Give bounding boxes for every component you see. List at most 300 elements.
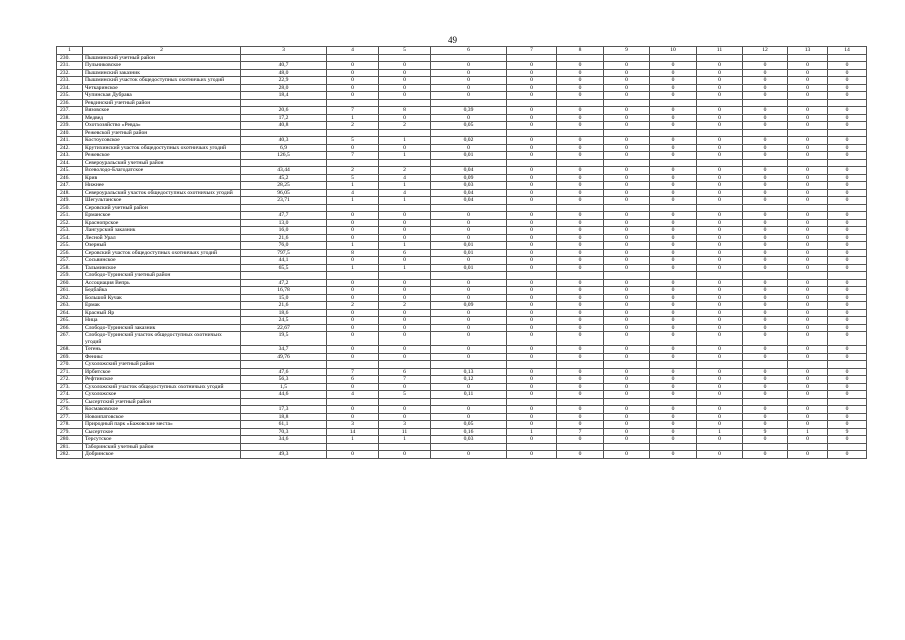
value-cell [788,129,828,137]
value-cell [788,398,828,406]
value-cell: 0 [828,107,867,115]
name-cell: Феникс [83,353,241,361]
value-cell: 76,0 [241,242,327,250]
value-cell: 0 [431,406,507,414]
value-cell: 0 [327,346,379,354]
table-row [57,249,867,257]
value-cell [828,272,867,280]
value-cell: 0 [379,287,431,295]
value-cell: 0 [557,152,604,160]
row-number-cell: 272. [57,376,83,384]
value-cell [828,54,867,62]
value-cell: 0 [788,234,828,242]
value-cell [327,159,379,167]
value-cell [650,272,697,280]
value-cell: 0 [650,107,697,115]
value-cell: 0 [507,332,557,346]
value-cell: 0 [507,84,557,92]
value-cell: 0 [431,413,507,421]
row-number-cell: 248. [57,189,83,197]
value-cell: 0 [507,383,557,391]
column-header: 2 [83,47,241,55]
name-cell: Североуральский учетный район [83,159,241,167]
value-cell [507,272,557,280]
value-cell: 0 [327,353,379,361]
name-cell: Природный парк «Бажовские места» [83,421,241,429]
table-row [57,234,867,242]
table-row [57,383,867,391]
value-cell [650,54,697,62]
value-cell [431,204,507,212]
value-cell: 0 [788,107,828,115]
value-cell: 49,76 [241,353,327,361]
value-cell: 0 [431,234,507,242]
value-cell: 0 [604,428,650,436]
value-cell: 0 [697,182,743,190]
value-cell: 0 [604,144,650,152]
value-cell: 0 [604,227,650,235]
value-cell: 0 [557,413,604,421]
value-cell: 0 [379,92,431,100]
value-cell: 1 [379,182,431,190]
name-cell: Терсутское [83,436,241,444]
value-cell: 0 [557,62,604,70]
value-cell [743,159,788,167]
value-cell: 0 [507,167,557,175]
value-cell: 0 [828,451,867,459]
table-row [57,391,867,399]
value-cell [604,272,650,280]
value-cell: 0 [327,317,379,325]
value-cell: 0 [431,84,507,92]
value-cell: 1 [327,182,379,190]
value-cell: 0 [604,391,650,399]
value-cell [743,204,788,212]
value-cell: 0 [557,332,604,346]
value-cell: 13,0 [241,219,327,227]
value-cell: 0 [557,294,604,302]
row-number-cell: 240. [57,129,83,137]
value-cell [697,204,743,212]
value-cell: 7 [327,107,379,115]
value-cell: 0 [650,84,697,92]
value-cell: 0 [697,302,743,310]
table-row [57,294,867,302]
value-cell: 0 [743,212,788,220]
value-cell: 0 [697,242,743,250]
value-cell: 0 [431,279,507,287]
value-cell: 49,3 [241,451,327,459]
value-cell: 0 [557,92,604,100]
value-cell: 8 [379,107,431,115]
value-cell: 0 [697,376,743,384]
value-cell: 0 [507,212,557,220]
value-cell: 0 [828,212,867,220]
value-cell: 5 [379,391,431,399]
value-cell: 0 [650,167,697,175]
value-cell: 0 [327,324,379,332]
row-number-cell: 238. [57,114,83,122]
value-cell: 0 [431,212,507,220]
table-row [57,197,867,205]
row-number-cell: 282. [57,451,83,459]
name-cell: Большой Кучак [83,294,241,302]
table-row [57,84,867,92]
value-cell: 0 [788,451,828,459]
table-row [57,406,867,414]
value-cell: 0 [604,406,650,414]
value-cell: 0 [828,197,867,205]
value-cell: 0 [379,383,431,391]
value-cell: 0 [431,69,507,77]
table-row [57,257,867,265]
value-cell: 0 [379,413,431,421]
value-cell: 0 [743,114,788,122]
value-cell: 0 [697,383,743,391]
value-cell: 0 [557,353,604,361]
value-cell [327,99,379,107]
value-cell [697,443,743,451]
row-number-cell: 249. [57,197,83,205]
value-cell [604,361,650,369]
name-cell: Новоипатовское [83,413,241,421]
value-cell [557,443,604,451]
name-cell: Вязовское [83,107,241,115]
value-cell: 0 [828,219,867,227]
value-cell: 0 [743,436,788,444]
value-cell: 0 [379,114,431,122]
value-cell: 0 [650,383,697,391]
value-cell: 0 [788,144,828,152]
value-cell: 0 [379,69,431,77]
value-cell: 0 [507,137,557,145]
value-cell: 0 [431,383,507,391]
value-cell: 0 [327,144,379,152]
value-cell: 0 [604,107,650,115]
value-cell: 0 [743,69,788,77]
value-cell: 0 [650,287,697,295]
value-cell: 0 [828,294,867,302]
value-cell [241,204,327,212]
value-cell [379,159,431,167]
value-cell: 0 [507,287,557,295]
value-cell [431,159,507,167]
value-cell: 0 [507,234,557,242]
value-cell: 34,6 [241,436,327,444]
value-cell: 0 [431,353,507,361]
value-cell: 0 [507,346,557,354]
value-cell [327,54,379,62]
value-cell: 0 [697,114,743,122]
value-cell [604,204,650,212]
value-cell: 0 [650,92,697,100]
value-cell: 0 [697,279,743,287]
value-cell: 0 [557,84,604,92]
value-cell: 0 [697,391,743,399]
value-cell: 21,6 [241,302,327,310]
value-cell [828,129,867,137]
value-cell: 0 [828,391,867,399]
value-cell: 0 [604,294,650,302]
name-cell: Пышминский учетный район [83,54,241,62]
value-cell: 0 [507,406,557,414]
value-cell: 0 [379,227,431,235]
value-cell: 7 [327,368,379,376]
value-cell: 22,67 [241,324,327,332]
table-row [57,376,867,384]
value-cell [557,159,604,167]
value-cell: 0 [557,436,604,444]
value-cell: 0 [743,264,788,272]
value-cell: 14 [327,428,379,436]
value-cell: 0 [327,332,379,346]
value-cell: 0 [697,152,743,160]
value-cell: 0 [697,353,743,361]
value-cell: 1 [507,428,557,436]
value-cell: 0 [697,77,743,85]
value-cell: 0,09 [431,302,507,310]
row-number-cell: 239. [57,122,83,130]
value-cell: 0 [557,114,604,122]
value-cell [650,398,697,406]
value-cell: 0 [828,309,867,317]
value-cell: 0 [788,219,828,227]
row-number-cell: 230. [57,54,83,62]
row-number-cell: 273. [57,383,83,391]
value-cell [788,443,828,451]
value-cell: 0 [604,92,650,100]
name-cell: Ирбитское [83,368,241,376]
value-cell: 5 [327,137,379,145]
value-cell: 0 [743,137,788,145]
value-cell: 0 [743,332,788,346]
value-cell: 0 [507,182,557,190]
value-cell: 0 [327,383,379,391]
value-cell: 0 [379,62,431,70]
name-cell: Крив [83,174,241,182]
value-cell: 0 [507,144,557,152]
name-cell: Режевской учетный район [83,129,241,137]
value-cell: 0 [431,451,507,459]
value-cell: 4 [379,189,431,197]
value-cell: 0 [650,391,697,399]
row-number-cell: 266. [57,324,83,332]
value-cell: 0 [379,309,431,317]
value-cell [327,443,379,451]
value-cell: 0 [788,309,828,317]
name-cell: Тегень [83,346,241,354]
value-cell: 0 [604,302,650,310]
table-row [57,167,867,175]
value-cell: 0 [604,309,650,317]
value-cell: 0 [788,368,828,376]
value-cell: 0,01 [431,249,507,257]
name-cell: Тальминское [83,264,241,272]
value-cell: 0 [743,152,788,160]
value-cell: 0 [828,279,867,287]
district-row [57,361,867,369]
value-cell: 0 [507,264,557,272]
value-cell: 2 [379,302,431,310]
value-cell: 0 [828,144,867,152]
value-cell [650,361,697,369]
value-cell [431,361,507,369]
value-cell: 0 [507,189,557,197]
value-cell [431,443,507,451]
value-cell: 0 [604,346,650,354]
value-cell: 0 [557,69,604,77]
row-number-cell: 237. [57,107,83,115]
value-cell: 0 [379,84,431,92]
value-cell: 0 [557,302,604,310]
row-number-cell: 232. [57,69,83,77]
row-number-cell: 269. [57,353,83,361]
value-cell: 0 [697,436,743,444]
value-cell: 0 [743,249,788,257]
table-row [57,332,867,346]
value-cell [697,361,743,369]
name-cell: Серовский участок общедоступных охотничьих угодий [83,249,241,257]
value-cell [507,54,557,62]
district-row [57,99,867,107]
row-number-cell: 233. [57,77,83,85]
value-cell: 0 [788,279,828,287]
value-cell: 0 [557,122,604,130]
value-cell: 43,44 [241,167,327,175]
value-cell: 0,01 [431,242,507,250]
row-number-cell: 268. [57,346,83,354]
table-row [57,174,867,182]
value-cell: 0 [557,317,604,325]
value-cell: 0 [697,62,743,70]
name-cell: Пышминский заказник [83,69,241,77]
value-cell: 0 [828,332,867,346]
name-cell: Красный Яр [83,309,241,317]
value-cell: 0,01 [431,152,507,160]
table-row [57,107,867,115]
value-cell: 0 [507,107,557,115]
value-cell: 0 [557,227,604,235]
table-row [57,62,867,70]
value-cell: 0 [431,77,507,85]
value-cell [604,99,650,107]
value-cell: 0 [604,234,650,242]
value-cell: 0 [788,383,828,391]
table-row [57,421,867,429]
column-header: 9 [604,47,650,55]
value-cell: 0 [743,182,788,190]
value-cell: 65,5 [241,264,327,272]
column-header: 12 [743,47,788,55]
value-cell: 0 [788,287,828,295]
value-cell [788,204,828,212]
value-cell: 0 [507,317,557,325]
column-header: 6 [431,47,507,55]
value-cell: 0 [788,353,828,361]
name-cell: Сухоложский учетный район [83,361,241,369]
value-cell: 0 [697,309,743,317]
value-cell: 0 [828,249,867,257]
value-cell: 40,7 [241,62,327,70]
value-cell [241,272,327,280]
value-cell: 0 [431,309,507,317]
value-cell: 0 [828,227,867,235]
name-cell: Североуральский участок общедоступных охотничьих угодий [83,189,241,197]
table-row [57,219,867,227]
name-cell: Костоусовское [83,137,241,145]
value-cell: 0 [557,406,604,414]
value-cell: 19,5 [241,332,327,346]
value-cell: 0 [788,302,828,310]
value-cell: 0 [604,189,650,197]
row-number-cell: 242. [57,144,83,152]
table-row [57,92,867,100]
value-cell [507,398,557,406]
value-cell [557,54,604,62]
value-cell [507,361,557,369]
value-cell: 24,5 [241,317,327,325]
value-cell: 0 [697,189,743,197]
value-cell [604,129,650,137]
name-cell: Лесной Урал [83,234,241,242]
value-cell: 0 [604,324,650,332]
value-cell: 0 [828,421,867,429]
value-cell: 0 [697,406,743,414]
value-cell: 0 [828,62,867,70]
value-cell: 0 [650,219,697,227]
value-cell: 61,1 [241,421,327,429]
name-cell: Серовский учетный район [83,204,241,212]
value-cell: 0,04 [431,197,507,205]
value-cell [557,398,604,406]
value-cell: 0 [557,189,604,197]
value-cell: 0,13 [431,368,507,376]
value-cell: 0 [431,332,507,346]
value-cell [379,361,431,369]
value-cell: 0 [604,122,650,130]
value-cell: 0 [650,122,697,130]
row-number-cell: 274. [57,391,83,399]
value-cell: 0 [557,309,604,317]
value-cell: 0 [743,406,788,414]
value-cell: 0 [650,62,697,70]
value-cell: 0 [557,264,604,272]
value-cell: 0 [828,317,867,325]
value-cell: 0 [788,167,828,175]
value-cell: 0 [788,413,828,421]
value-cell: 17,3 [241,406,327,414]
value-cell: 1 [379,152,431,160]
value-cell: 1 [327,114,379,122]
value-cell: 0 [604,84,650,92]
name-cell: Ерманское [83,212,241,220]
value-cell: 0 [327,77,379,85]
value-cell: 0 [788,391,828,399]
value-cell: 0 [604,242,650,250]
value-cell: 0 [557,212,604,220]
value-cell: 0 [743,107,788,115]
value-cell: 0 [788,242,828,250]
value-cell: 0 [828,413,867,421]
value-cell: 0 [828,287,867,295]
value-cell [788,54,828,62]
value-cell: 0 [828,77,867,85]
value-cell: 0 [828,122,867,130]
value-cell [604,159,650,167]
value-cell: 0 [604,219,650,227]
row-number-cell: 256. [57,249,83,257]
value-cell: 1 [697,428,743,436]
